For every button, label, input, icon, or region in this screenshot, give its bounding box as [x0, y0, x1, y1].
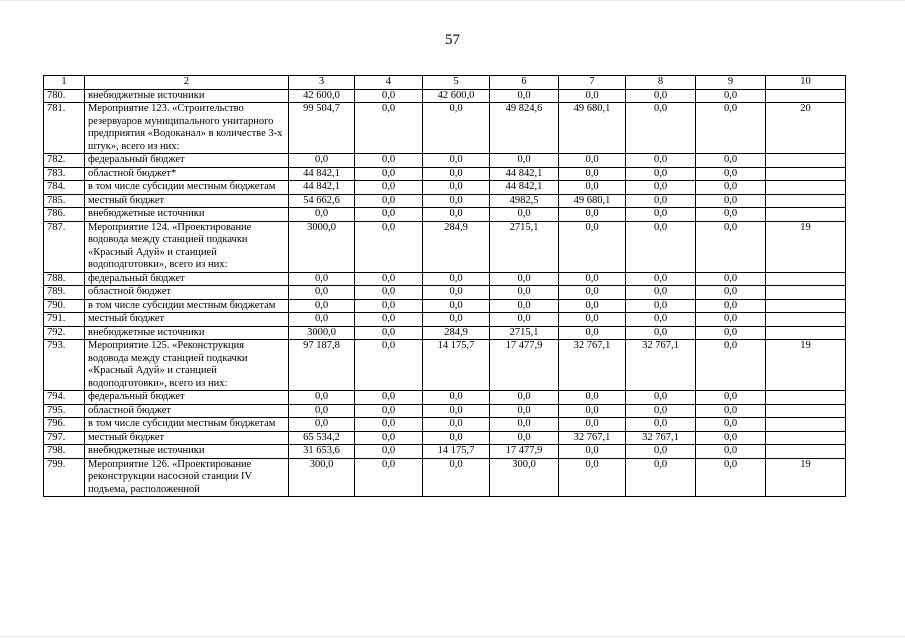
- row-number: 782.: [44, 154, 85, 168]
- value-col-7: 0,0: [559, 89, 626, 103]
- row-number: 793.: [44, 340, 85, 391]
- column-header: 8: [626, 76, 696, 90]
- value-col-7: 0,0: [559, 445, 626, 459]
- table-body: [44, 89, 846, 497]
- value-total: 42 600,0: [289, 89, 355, 103]
- row-description: в том числе субсидии местным бюджетам: [85, 181, 289, 195]
- value-col-5: 0,0: [423, 181, 490, 195]
- value-col-9: 0,0: [696, 194, 766, 208]
- value-col-4: 0,0: [355, 181, 423, 195]
- value-col-8: 0,0: [626, 221, 696, 272]
- value-col-8: 0,0: [626, 208, 696, 222]
- row-number: 796.: [44, 418, 85, 432]
- value-col-6: 0,0: [490, 299, 559, 313]
- value-col-6: 2715,1: [490, 221, 559, 272]
- value-col-5: 0,0: [423, 313, 490, 327]
- value-col-10: 19: [766, 458, 846, 497]
- value-col-6: 0,0: [490, 272, 559, 286]
- row-description: местный бюджет: [85, 313, 289, 327]
- value-col-7: 0,0: [559, 181, 626, 195]
- value-col-5: 284,9: [423, 221, 490, 272]
- value-col-5: 0,0: [423, 404, 490, 418]
- column-header: 6: [490, 76, 559, 90]
- value-total: 44 842,1: [289, 167, 355, 181]
- value-col-7: 0,0: [559, 208, 626, 222]
- value-col-8: 0,0: [626, 194, 696, 208]
- row-number: 798.: [44, 445, 85, 459]
- value-col-4: 0,0: [355, 313, 423, 327]
- value-col-7: 0,0: [559, 391, 626, 405]
- value-col-7: 49 680,1: [559, 103, 626, 154]
- value-col-5: 0,0: [423, 299, 490, 313]
- value-col-6: 0,0: [490, 418, 559, 432]
- value-col-9: 0,0: [696, 326, 766, 340]
- value-col-7: 0,0: [559, 458, 626, 497]
- value-col-4: 0,0: [355, 221, 423, 272]
- row-number: 794.: [44, 391, 85, 405]
- value-col-9: 0,0: [696, 458, 766, 497]
- value-col-8: 0,0: [626, 181, 696, 195]
- row-description: областной бюджет: [85, 404, 289, 418]
- value-col-5: 0,0: [423, 458, 490, 497]
- value-col-7: 0,0: [559, 299, 626, 313]
- value-col-5: 0,0: [423, 154, 490, 168]
- value-total: 3000,0: [289, 326, 355, 340]
- value-col-10: [766, 313, 846, 327]
- value-col-6: 0,0: [490, 286, 559, 300]
- row-number: 795.: [44, 404, 85, 418]
- value-col-8: 0,0: [626, 103, 696, 154]
- row-number: 792.: [44, 326, 85, 340]
- value-col-10: [766, 286, 846, 300]
- value-col-4: 0,0: [355, 458, 423, 497]
- value-col-9: 0,0: [696, 340, 766, 391]
- value-col-10: [766, 154, 846, 168]
- scan-edge-bottom: [0, 636, 905, 637]
- value-col-6: 44 842,1: [490, 181, 559, 195]
- value-col-7: 0,0: [559, 313, 626, 327]
- value-col-6: 17 477,9: [490, 445, 559, 459]
- value-col-9: 0,0: [696, 154, 766, 168]
- value-col-7: 0,0: [559, 272, 626, 286]
- value-col-6: 4982,5: [490, 194, 559, 208]
- value-col-8: 0,0: [626, 299, 696, 313]
- value-col-6: 49 824,6: [490, 103, 559, 154]
- row-number: 787.: [44, 221, 85, 272]
- value-total: 99 504,7: [289, 103, 355, 154]
- value-col-5: 0,0: [423, 272, 490, 286]
- value-col-9: 0,0: [696, 404, 766, 418]
- row-number: 783.: [44, 167, 85, 181]
- value-total: 300,0: [289, 458, 355, 497]
- row-description: федеральный бюджет: [85, 154, 289, 168]
- value-col-4: 0,0: [355, 299, 423, 313]
- value-col-4: 0,0: [355, 286, 423, 300]
- row-description: федеральный бюджет: [85, 272, 289, 286]
- value-col-6: 0,0: [490, 208, 559, 222]
- row-description: федеральный бюджет: [85, 391, 289, 405]
- value-col-4: 0,0: [355, 272, 423, 286]
- value-total: 65 534,2: [289, 431, 355, 445]
- table-row: [44, 194, 846, 208]
- value-col-10: [766, 326, 846, 340]
- table-row: [44, 181, 846, 195]
- value-col-8: 0,0: [626, 418, 696, 432]
- table-row: [44, 221, 846, 272]
- row-number: 790.: [44, 299, 85, 313]
- value-col-9: 0,0: [696, 391, 766, 405]
- value-col-8: 0,0: [626, 89, 696, 103]
- value-col-4: 0,0: [355, 154, 423, 168]
- value-col-4: 0,0: [355, 340, 423, 391]
- column-header: 5: [423, 76, 490, 90]
- row-description: в том числе субсидии местным бюджетам: [85, 418, 289, 432]
- value-col-8: 0,0: [626, 167, 696, 181]
- value-col-10: 19: [766, 221, 846, 272]
- value-col-8: 0,0: [626, 154, 696, 168]
- value-col-9: 0,0: [696, 313, 766, 327]
- value-col-8: 0,0: [626, 326, 696, 340]
- budget-table: [43, 75, 846, 497]
- value-col-5: 0,0: [423, 286, 490, 300]
- value-col-6: 0,0: [490, 89, 559, 103]
- row-description: местный бюджет: [85, 431, 289, 445]
- row-number: 781.: [44, 103, 85, 154]
- value-col-5: 0,0: [423, 431, 490, 445]
- value-col-4: 0,0: [355, 167, 423, 181]
- value-col-5: 0,0: [423, 103, 490, 154]
- row-number: 785.: [44, 194, 85, 208]
- value-total: 31 653,6: [289, 445, 355, 459]
- value-col-9: 0,0: [696, 181, 766, 195]
- value-col-6: 0,0: [490, 404, 559, 418]
- value-col-4: 0,0: [355, 431, 423, 445]
- value-col-10: [766, 181, 846, 195]
- table-row: [44, 391, 846, 405]
- value-col-4: 0,0: [355, 208, 423, 222]
- table-row: [44, 154, 846, 168]
- table-row: [44, 272, 846, 286]
- row-description: внебюджетные источники: [85, 326, 289, 340]
- table-row: [44, 208, 846, 222]
- value-col-9: 0,0: [696, 445, 766, 459]
- page-number: 57: [445, 32, 460, 48]
- value-col-7: 0,0: [559, 404, 626, 418]
- row-description: внебюджетные источники: [85, 445, 289, 459]
- value-col-10: [766, 418, 846, 432]
- value-col-10: [766, 167, 846, 181]
- value-total: 44 842,1: [289, 181, 355, 195]
- value-col-7: 0,0: [559, 154, 626, 168]
- value-col-6: 2715,1: [490, 326, 559, 340]
- value-col-10: [766, 299, 846, 313]
- column-header: 2: [85, 76, 289, 90]
- value-col-6: 300,0: [490, 458, 559, 497]
- value-col-8: 0,0: [626, 404, 696, 418]
- value-col-10: [766, 272, 846, 286]
- value-col-8: 0,0: [626, 391, 696, 405]
- value-col-6: 44 842,1: [490, 167, 559, 181]
- row-number: 784.: [44, 181, 85, 195]
- table-row: [44, 445, 846, 459]
- scan-edge-top: [0, 0, 905, 1]
- row-number: 789.: [44, 286, 85, 300]
- table-row: [44, 431, 846, 445]
- value-col-7: 0,0: [559, 221, 626, 272]
- value-col-6: 0,0: [490, 391, 559, 405]
- value-total: 0,0: [289, 418, 355, 432]
- table-row: [44, 313, 846, 327]
- value-col-9: 0,0: [696, 221, 766, 272]
- table-row: [44, 458, 846, 497]
- value-col-7: 32 767,1: [559, 431, 626, 445]
- value-col-10: [766, 208, 846, 222]
- table-row: [44, 167, 846, 181]
- row-description: областной бюджет*: [85, 167, 289, 181]
- value-total: 0,0: [289, 286, 355, 300]
- value-col-5: 42 600,0: [423, 89, 490, 103]
- value-col-8: 32 767,1: [626, 340, 696, 391]
- table-row: [44, 103, 846, 154]
- value-col-4: 0,0: [355, 445, 423, 459]
- value-col-10: [766, 431, 846, 445]
- column-header: 1: [44, 76, 85, 90]
- row-number: 786.: [44, 208, 85, 222]
- value-col-10: [766, 391, 846, 405]
- value-col-8: 0,0: [626, 313, 696, 327]
- value-col-5: 0,0: [423, 194, 490, 208]
- value-col-5: 0,0: [423, 167, 490, 181]
- value-col-5: 0,0: [423, 418, 490, 432]
- value-col-10: 19: [766, 340, 846, 391]
- row-description: Мероприятие 123. «Строительство резервуаров муниципального унитарного предприятия «Водоканал» в количестве 3-х штук», всего из них:: [85, 103, 289, 154]
- value-col-9: 0,0: [696, 286, 766, 300]
- row-description: областной бюджет: [85, 286, 289, 300]
- row-number: 799.: [44, 458, 85, 497]
- value-col-8: 0,0: [626, 445, 696, 459]
- value-col-4: 0,0: [355, 404, 423, 418]
- value-col-4: 0,0: [355, 89, 423, 103]
- row-number: 797.: [44, 431, 85, 445]
- value-col-10: [766, 89, 846, 103]
- value-col-6: 17 477,9: [490, 340, 559, 391]
- value-col-4: 0,0: [355, 103, 423, 154]
- value-col-7: 0,0: [559, 286, 626, 300]
- value-col-8: 0,0: [626, 458, 696, 497]
- value-col-5: 284,9: [423, 326, 490, 340]
- value-col-6: 0,0: [490, 313, 559, 327]
- row-description: Мероприятие 125. «Реконструкция водовода между станцией подкачки «Красный Адуй» и станцией водоподготовки», всего из них:: [85, 340, 289, 391]
- value-col-10: [766, 194, 846, 208]
- column-header: 4: [355, 76, 423, 90]
- value-total: 0,0: [289, 154, 355, 168]
- value-total: 0,0: [289, 313, 355, 327]
- header-row: [44, 76, 846, 90]
- value-col-7: 49 680,1: [559, 194, 626, 208]
- column-header: 3: [289, 76, 355, 90]
- value-col-9: 0,0: [696, 299, 766, 313]
- value-col-10: [766, 404, 846, 418]
- value-col-9: 0,0: [696, 431, 766, 445]
- value-col-4: 0,0: [355, 391, 423, 405]
- value-total: 0,0: [289, 299, 355, 313]
- table-row: [44, 89, 846, 103]
- row-description: местный бюджет: [85, 194, 289, 208]
- value-col-8: 32 767,1: [626, 431, 696, 445]
- value-col-9: 0,0: [696, 89, 766, 103]
- value-col-6: 0,0: [490, 431, 559, 445]
- row-number: 788.: [44, 272, 85, 286]
- value-total: 3000,0: [289, 221, 355, 272]
- row-description: внебюджетные источники: [85, 208, 289, 222]
- row-number: 780.: [44, 89, 85, 103]
- value-total: 0,0: [289, 391, 355, 405]
- value-col-9: 0,0: [696, 167, 766, 181]
- row-number: 791.: [44, 313, 85, 327]
- table-row: [44, 340, 846, 391]
- value-total: 97 187,8: [289, 340, 355, 391]
- column-header: 10: [766, 76, 846, 90]
- value-col-5: 0,0: [423, 208, 490, 222]
- row-description: Мероприятие 124. «Проектирование водовода между станцией подкачки «Красный Адуй» и станцией водоподготовки», всего из них:: [85, 221, 289, 272]
- value-col-9: 0,0: [696, 208, 766, 222]
- table-row: [44, 286, 846, 300]
- row-description: внебюджетные источники: [85, 89, 289, 103]
- value-total: 0,0: [289, 208, 355, 222]
- value-col-4: 0,0: [355, 194, 423, 208]
- column-header: 9: [696, 76, 766, 90]
- value-col-5: 14 175,7: [423, 340, 490, 391]
- value-col-9: 0,0: [696, 418, 766, 432]
- value-total: 54 662,6: [289, 194, 355, 208]
- row-description: в том числе субсидии местным бюджетам: [85, 299, 289, 313]
- value-col-4: 0,0: [355, 418, 423, 432]
- value-col-10: [766, 445, 846, 459]
- table-row: [44, 299, 846, 313]
- value-col-9: 0,0: [696, 103, 766, 154]
- value-col-7: 0,0: [559, 167, 626, 181]
- value-col-7: 0,0: [559, 418, 626, 432]
- value-col-5: 0,0: [423, 391, 490, 405]
- value-col-10: 20: [766, 103, 846, 154]
- value-col-5: 14 175,7: [423, 445, 490, 459]
- value-col-9: 0,0: [696, 272, 766, 286]
- row-description: Мероприятие 126. «Проектирование реконструкции насосной станции IV подъема, расположенной: [85, 458, 289, 497]
- value-col-7: 32 767,1: [559, 340, 626, 391]
- table-row: [44, 418, 846, 432]
- table-row: [44, 326, 846, 340]
- value-col-4: 0,0: [355, 326, 423, 340]
- value-col-6: 0,0: [490, 154, 559, 168]
- column-header: 7: [559, 76, 626, 90]
- value-col-7: 0,0: [559, 326, 626, 340]
- value-col-8: 0,0: [626, 286, 696, 300]
- value-total: 0,0: [289, 272, 355, 286]
- value-total: 0,0: [289, 404, 355, 418]
- table-row: [44, 404, 846, 418]
- value-col-8: 0,0: [626, 272, 696, 286]
